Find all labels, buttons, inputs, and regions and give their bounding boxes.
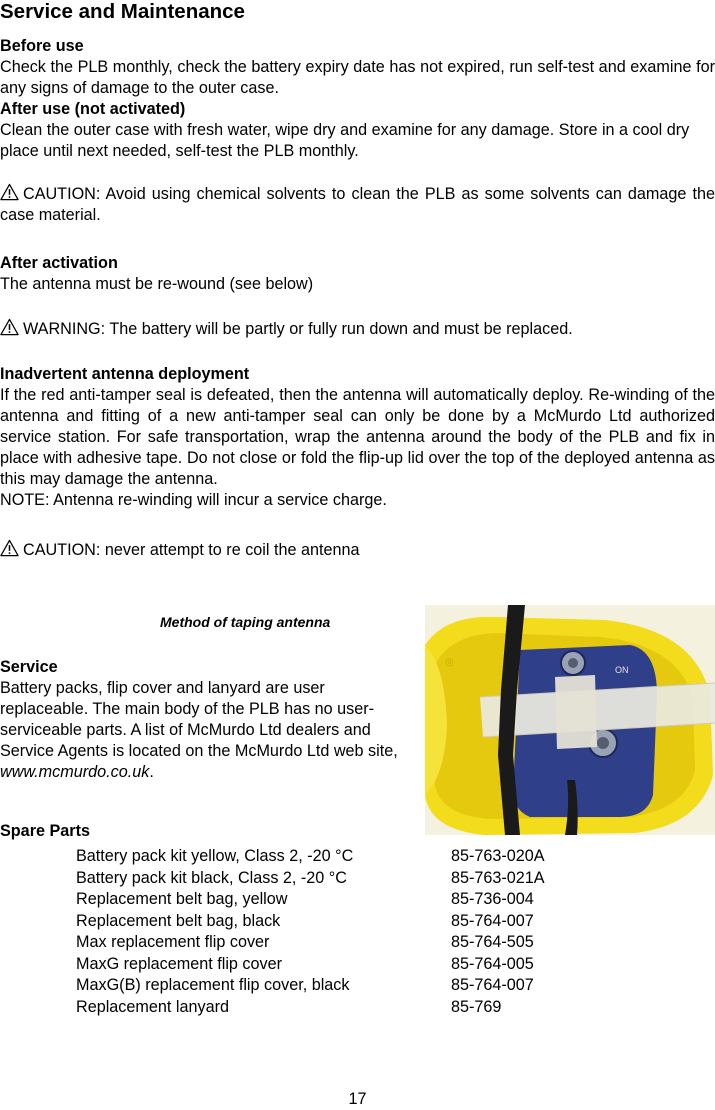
svg-text:◎: ◎ [445, 657, 454, 668]
part-name: Replacement lanyard [76, 997, 229, 1016]
service-section [0, 657, 400, 783]
page-title: Service and Maintenance [0, 0, 245, 23]
inadvertent-heading: Inadvertent antenna deployment [0, 365, 250, 383]
service-text: Battery packs, flip cover and lanyard are user replaceable. The main body of the PLB has no user-serviceable parts. A list of McMurdo Ltd dealers and Service Agents is located on the McMurdo Ltd web site, [0, 679, 398, 760]
part-name: Battery pack kit black, Class 2, -20 °C [76, 868, 347, 887]
part-number: 85-769 [451, 997, 502, 1016]
warning-triangle-icon [0, 183, 19, 201]
part-name: MaxG replacement flip cover [76, 954, 283, 973]
part-name: Replacement belt bag, black [76, 911, 281, 930]
service-heading: Service [0, 658, 58, 676]
list-item [76, 911, 601, 933]
warning-battery [0, 318, 715, 340]
caution-cleaning [0, 183, 715, 226]
part-number: 85-764-505 [451, 933, 534, 951]
spare-parts-heading: Spare Parts [0, 822, 90, 840]
warning-triangle-icon [0, 318, 19, 336]
after-use-section [0, 99, 715, 162]
part-name: Replacement belt bag, yellow [76, 890, 288, 908]
antenna-taping-photo [425, 605, 715, 835]
list-item [76, 997, 601, 1019]
list-item [76, 954, 601, 976]
part-name: Battery pack kit yellow, Class 2, -20 °C [76, 847, 354, 865]
part-number: 85-764-007 [451, 911, 534, 930]
svg-text:ON: ON [615, 665, 629, 675]
warning-triangle-icon [0, 539, 19, 557]
part-number: 85-764-005 [451, 954, 534, 973]
service-text-end: . [149, 763, 154, 781]
list-item [76, 868, 601, 890]
list-item [76, 975, 601, 997]
caution-cleaning-text: CAUTION: Avoid using chemical solvents to clean the PLB as some solvents can damage the case material. [0, 185, 715, 224]
before-use-section [0, 36, 715, 99]
part-number: 85-736-004 [451, 890, 534, 908]
spare-parts-list [76, 846, 601, 1018]
part-name: Max replacement flip cover [76, 933, 270, 951]
list-item [76, 846, 601, 868]
part-name: MaxG(B) replacement flip cover, black [76, 976, 350, 994]
inadvertent-note: NOTE: Antenna re-winding will incur a service charge. [0, 491, 387, 509]
inadvertent-section [0, 364, 715, 511]
after-activation-heading: After activation [0, 254, 118, 272]
mcmurdo-website-link[interactable]: www.mcmurdo.co.uk [0, 763, 150, 781]
after-use-heading: After use (not activated) [0, 100, 186, 118]
before-use-text: Check the PLB monthly, check the battery expiry date has not expired, run self-test and examine for any signs of damage to the outer case. [0, 58, 715, 97]
part-number: 85-764-007 [451, 976, 534, 994]
caution-recoil [0, 539, 715, 561]
inadvertent-text: If the red anti-tamper seal is defeated, then the antenna will automatically deploy. Re-winding of the antenna and fitting of a new anti-tamper seal can only be done by a McMurdo Ltd authorized service station. For safe transportation, wrap the antenna around the body of the PLB and fix in place with adhesive tape. Do not close or fold the flip-up lid over the top of the deployed antenna as this may damage the antenna. [0, 386, 715, 488]
after-activation-text: The antenna must be re-wound (see below) [0, 275, 314, 293]
list-item [76, 889, 601, 911]
after-activation-section [0, 253, 715, 295]
list-item [76, 932, 601, 954]
after-use-text: Clean the outer case with fresh water, wipe dry and examine for any damage. Store in a cool dry place until next needed, self-test the PLB monthly. [0, 121, 690, 160]
part-number: 85-763-020A [451, 847, 545, 865]
part-number: 85-763-021A [451, 868, 545, 887]
caution-recoil-text: CAUTION: never attempt to re coil the antenna [23, 541, 360, 559]
plb-device-image [425, 605, 715, 835]
figure-caption: Method of taping antenna [160, 614, 331, 630]
before-use-heading: Before use [0, 37, 84, 55]
warning-battery-text: WARNING: The battery will be partly or fully run down and must be replaced. [23, 320, 573, 338]
page-number: 17 [348, 1090, 367, 1108]
